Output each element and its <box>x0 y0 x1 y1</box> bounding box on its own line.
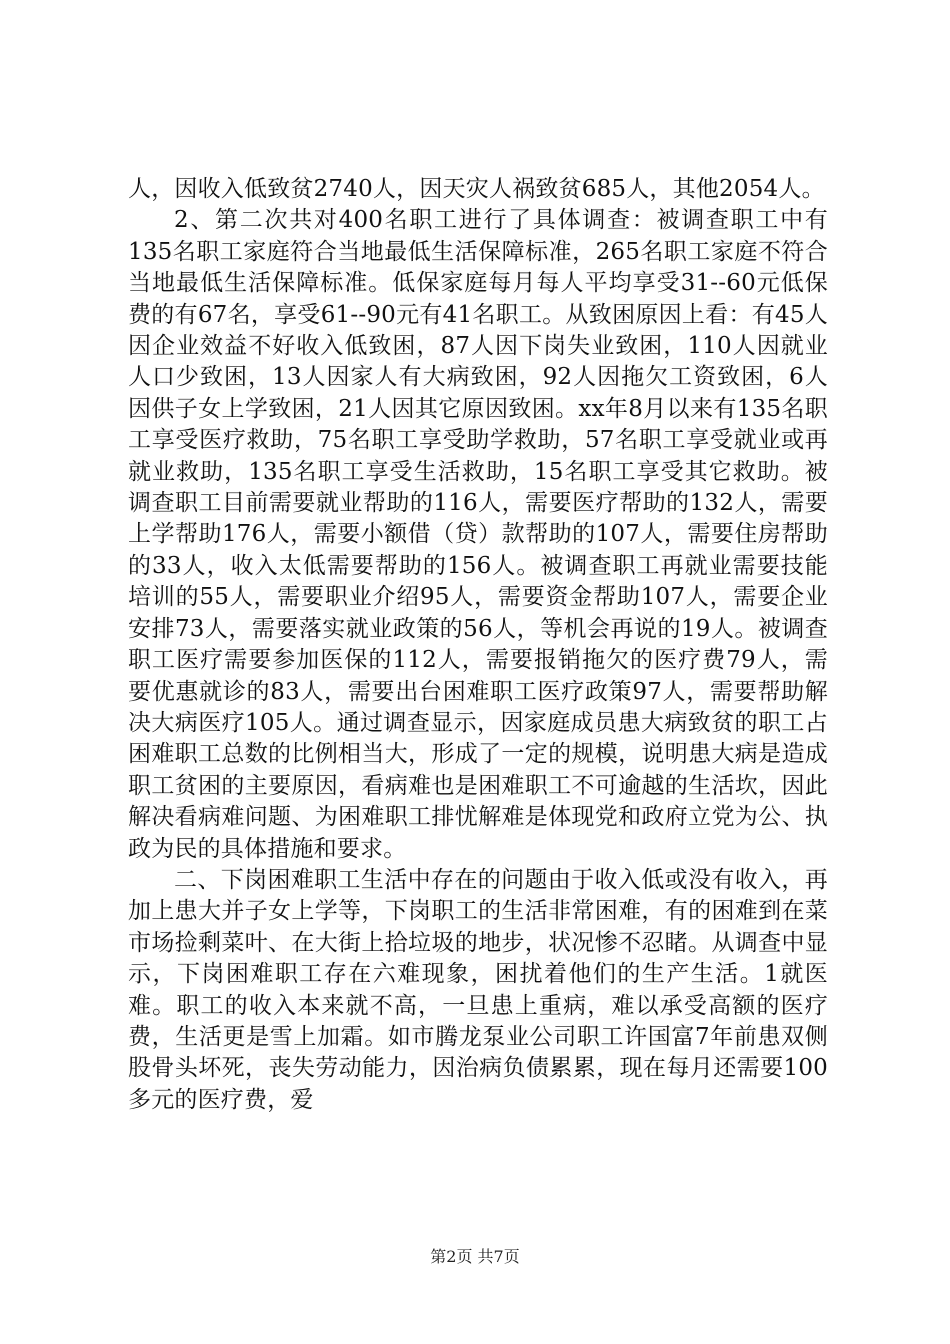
paragraph-survey-two: 2、第二次共对400名职工进行了具体调查：被调查职工中有135名职工家庭符合当地最低生活保障标准，265名职工家庭不符合当地最低生活保障标准。低保家庭每月每人平均享受31--60元低保费的有67名，享受61--90元有41名职工。从致困原因上看：有45人因企业效益不好收入低致困，87人因下岗失业致困，110人因就业人口少致困，13人因家人有大病致困，92人因拖欠工资致困，6人因供子女上学致困，21人因其它原因致困。xx年8月以来有135名职工享受医疗救助，75名职工享受助学救助，57名职工享受就业或再就业救助，135名职工享受生活救助，15名职工享受其它救助。被调查职工目前需要就业帮助的116人，需要医疗帮助的132人，需要上学帮助176人，需要小额借（贷）款帮助的107人，需要住房帮助的33人，收入太低需要帮助的156人。被调查职工再就业需要技能培训的55人，需要职业介绍95人，需要资金帮助107人，需要企业安排73人，需要落实就业政策的56人，等机会再说的19人。被调查职工医疗需要参加医保的112人，需要报销拖欠的医疗费79人，需要优惠就诊的83人，需要出台困难职工医疗政策97人，需要帮助解决大病医疗105人。通过调查显示，因家庭成员患大病致贫的职工占困难职工总数的比例相当大，形成了一定的规模，说明患大病是造成职工贫困的主要原因，看病难也是困难职工不可逾越的生活坎，因此解决看病难问题、为困难职工排忧解难是体现党和政府立党为公、执政为民的具体措施和要求。 <box>128 207 828 862</box>
page-footer: 第2页 共7页 <box>430 1247 520 1266</box>
document-body <box>128 174 828 1116</box>
paragraph-continued: 人，因收入低致贫2740人，因天灾人祸致贫685人，其他2054人。 <box>128 176 825 202</box>
paragraph-problems: 二、下岗困难职工生活中存在的问题由于收入低或没有收入，再加上患大并子女上学等，下岗职工的生活非常困难，有的困难到在菜市场捡剩菜叶、在大街上拾垃圾的地步，状况惨不忍睹。从调查中显示，下岗困难职工存在六难现象，困扰着他们的生产生活。1就医难。职工的收入本来就不高，一旦患上重病，难以承受高额的医疗费，生活更是雪上加霜。如市腾龙泵业公司职工许国富7年前患双侧股骨头坏死，丧失劳动能力，因治病负债累累，现在每月还需要100多元的医疗费，爱 <box>128 866 828 1113</box>
